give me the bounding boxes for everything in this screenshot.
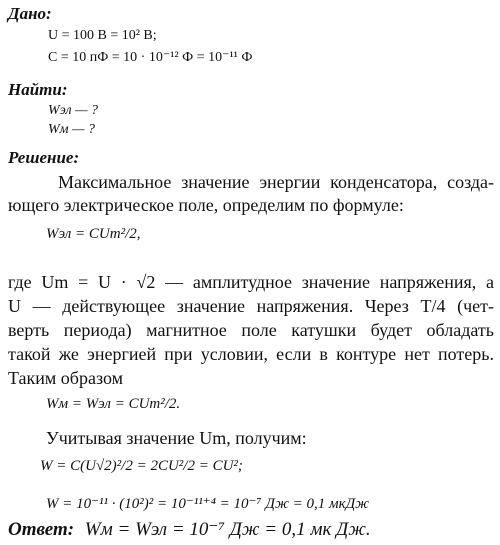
paragraph-1-line-1: Максимальное значение энергии конденсатора, созда- xyxy=(58,172,494,192)
paragraph-2-line-2: U — действующее значение напряжения. Через T/4 (чет- xyxy=(8,296,494,316)
paragraph-1-line-2: ющего электрическое поле, определим по формуле: xyxy=(8,195,404,215)
find-heading: Найти: xyxy=(8,80,68,99)
paragraph-2-line-4: такой же энергией при условии, если в контуре нет потерь. xyxy=(8,344,494,364)
find-item-2: Wм — ? xyxy=(48,122,96,137)
given-line-2: C = 10 пФ = 10 · 10⁻¹² Ф = 10⁻¹¹ Ф xyxy=(48,50,253,65)
paragraph-2-line-1: где Um = U · √2 — амплитудное значение напряжения, а xyxy=(8,272,494,292)
find-item-1: Wэл — ? xyxy=(48,103,99,118)
solution-heading: Решение: xyxy=(8,148,80,167)
given-heading: Дано: xyxy=(8,4,52,23)
answer-text: Wм = Wэл = 10⁻⁷ Дж = 0,1 мк Дж. xyxy=(84,519,371,540)
formula-2: Wм = Wэл = CUm²/2. xyxy=(46,396,181,412)
formula-4: W = 10⁻¹¹ · (10²)² = 10⁻¹¹⁺⁴ = 10⁻⁷ Дж = 0,1 мкДж xyxy=(46,496,370,512)
paragraph-2-line-3: верть периода) магнитное поле катушки будет обладать xyxy=(8,320,494,340)
formula-1: Wэл = CUm²/2, xyxy=(46,226,141,242)
given-line-1: U = 100 В = 10² В; xyxy=(48,28,157,43)
answer-label: Ответ: xyxy=(8,519,75,540)
paragraph-3: Учитывая значение Um, получим: xyxy=(46,428,307,448)
formula-3: W = C(U√2)²/2 = 2CU²/2 = CU²; xyxy=(40,458,243,474)
answer-line xyxy=(8,518,371,541)
paragraph-2-line-5: Таким образом xyxy=(8,368,124,388)
